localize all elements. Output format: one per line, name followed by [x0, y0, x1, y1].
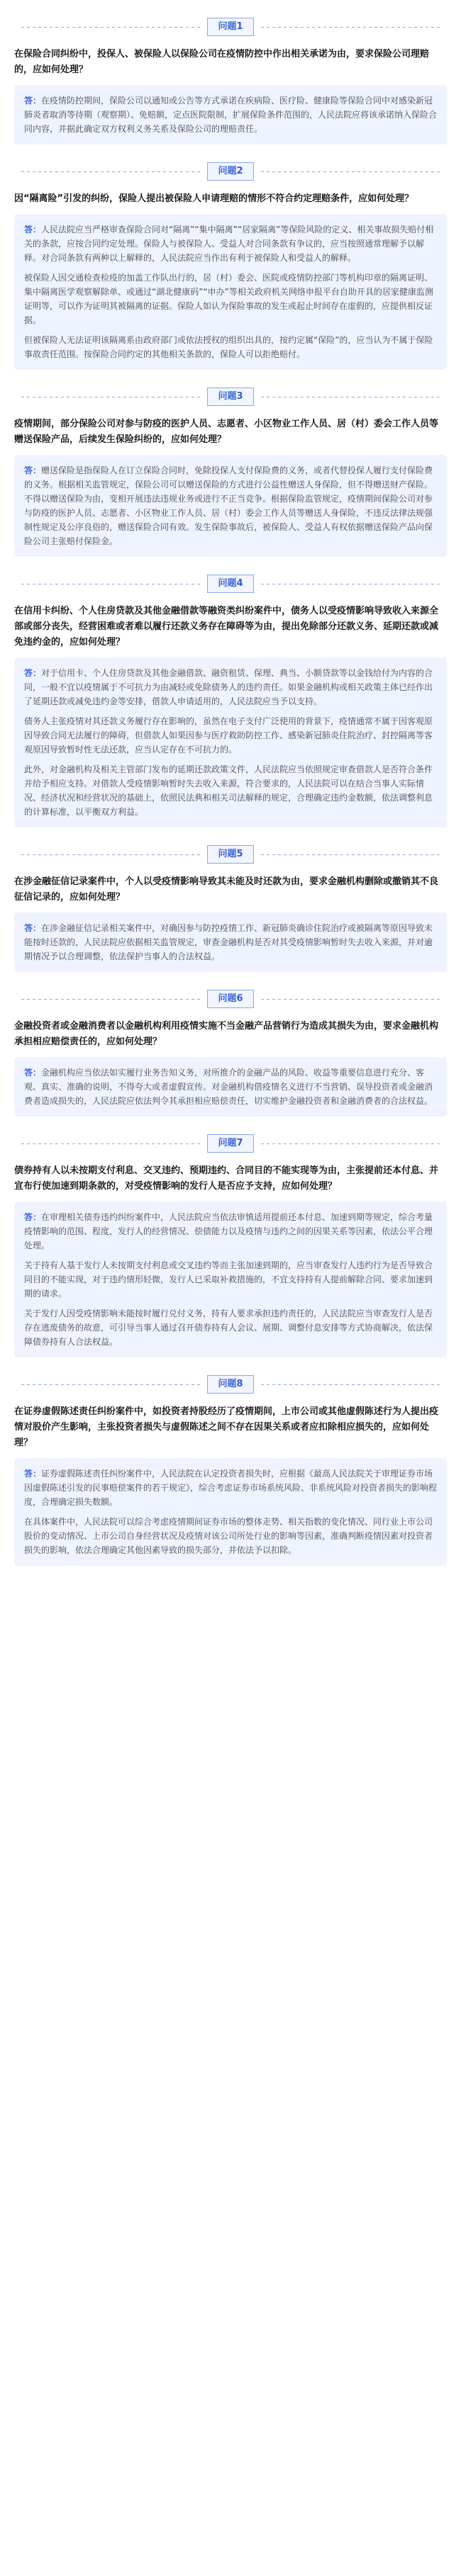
divider-line — [261, 999, 440, 1000]
answer-paragraph — [24, 666, 437, 708]
question-section-2 — [0, 157, 461, 370]
divider-line — [261, 1384, 440, 1385]
answer-text: 金融机构应当依法如实履行业务告知义务，对所推介的金融产品的风险、收益等重要信息进行充分、客观、真实、准确的说明，不得夸大或者虚假宣传。对金融机构借疫情名义进行不当营销、误导投资者或金融消费者造成损失的，人民法院应依法判令其承担相应赔偿责任，切实维护金融投资者和金融消费者的合法权益。 — [24, 1068, 433, 1106]
answer-paragraph: 关于发行人因受疫情影响未能按时履行兑付义务，持有人要求承担违约责任的，人民法院应当审查发行人是否存在逃废债务的故意，可引导当事人通过召开债券持有人会议、展期、调整付息安排等方式协商解决，依法保障债券持有人合法权益。 — [24, 1309, 433, 1347]
answer-label: 答： — [24, 1212, 42, 1222]
answer-text: 在审理相关债券违约纠纷案件中，人民法院应当依法审慎适用提前还本付息、加速到期等规定，综合考量疫情影响的范围、程度，发行人的经营情况、偿债能力以及疫情与违约之间的因果关系等因素，依法公平合理处理。 — [24, 1212, 433, 1250]
answer-card — [14, 214, 447, 370]
question-label: 问题4 — [207, 575, 253, 593]
question-section-6 — [0, 985, 461, 1117]
question-header — [14, 383, 447, 411]
question-label: 问题5 — [207, 845, 253, 864]
answer-text: 在涉金融征信记录相关案件中，对确因参与防控疫情工作、新冠肺炎确诊住院治疗或被隔离等原因导致未能按时还款的，人民法院应依据相关监管规定，审查金融机构是否对其受疫情影响暂时失去收入来源，并对逾期情况予以合理调整，依法保护当事人的合法权益。 — [24, 923, 433, 961]
question-header — [14, 985, 447, 1013]
answer-label: 答： — [24, 1469, 42, 1479]
question-label: 问题6 — [207, 990, 253, 1008]
answer-paragraph — [24, 1210, 437, 1253]
answer-paragraph: 关于持有人基于发行人未按期支付利息或交叉违约等而主张加速到期的，应当审查发行人违约行为是否导致合同目的不能实现，对于违约情形轻微，发行人已采取补救措施的，不宜支持持有人提前解除合同、要求加速到期的请求。 — [24, 1260, 433, 1299]
question-header — [14, 157, 447, 186]
question-title: 因“隔离险”引发的纠纷，保险人提出被保险人申请理赔的情形不符合约定理赔条件，应如何处理？ — [14, 193, 414, 204]
question-header — [14, 840, 447, 869]
answer-card — [14, 657, 447, 827]
question-title: 金融投资者或金融消费者以金融机构利用疫情实施不当金融产品营销行为造成其损失为由，要求金融机构承担相应赔偿责任的，应如何处理？ — [14, 1021, 439, 1047]
answer-card — [14, 1057, 447, 1117]
section-spacer — [0, 827, 461, 840]
top-spacer — [0, 0, 461, 13]
answer-paragraph — [24, 921, 437, 964]
answer-paragraph — [24, 463, 437, 548]
question-header — [14, 1129, 447, 1158]
answer-text: 赠送保险是指保险人在订立保险合同时，免除投保人支付保险费的义务，或者代替投保人履行支付保险费的义务。根据相关监管规定，保险公司可以赠送保险的方式进行公益性赠送人身保险，但不得赠送财产保险。不得以赠送保险为由，变相开展违法违规业务或进行不正当竞争。根据保险监管规定，疫情期间保险公司对参与防疫的医护人员、志愿者、小区物业工作人员、居（村）委会工作人员等赠送人身保险，不违反法律法规强制性规定及公序良俗的，赠送保险合同有效。发生保险事故后，被保险人、受益人有权依据赠送保险产品向保险公司主张赔付保险金。 — [24, 465, 433, 546]
section-spacer — [0, 370, 461, 383]
answer-label: 答： — [24, 465, 42, 475]
question-title: 债券持有人以未按期支付利息、交叉违约、预期违约、合同目的不能实现等为由，主张提前还本付息、并宣布行使加速到期条款的，对受疫情影响的发行人是否应予支持，应如何处理？ — [14, 1165, 439, 1192]
answer-card — [14, 455, 447, 557]
section-spacer — [0, 972, 461, 985]
answer-card — [14, 1458, 447, 1566]
question-header — [14, 1370, 447, 1399]
section-spacer — [0, 145, 461, 157]
section-spacer — [0, 557, 461, 570]
answer-paragraph: 此外，对金融机构及相关主管部门发布的延期还款政策文件，人民法院应当依照规定审查借款人是否符合条件并给予相应支持。对借款人受疫情影响暂时失去收入来源，符合要求的，人民法院可以在结合当事人实际情况、经济状况和经营状况的基础上，依照民法典和相关司法解释的规定，合理确定违约金数额，依法调整利息的计算标准，以平衡双方利益。 — [24, 764, 433, 817]
question-title: 在涉金融征信记录案件中，个人以受疫情影响导致其未能及时还款为由，要求金融机构删除或撤销其不良征信记录的，应如何处理？ — [14, 876, 439, 903]
answer-label: 答： — [24, 923, 42, 933]
question-section-8 — [0, 1370, 461, 1566]
question-section-5 — [0, 840, 461, 972]
answer-paragraph — [24, 222, 437, 265]
divider-line — [21, 27, 200, 28]
answer-paragraph — [24, 1066, 437, 1108]
answer-card — [14, 913, 447, 972]
divider-line — [261, 1143, 440, 1144]
question-label: 问题3 — [207, 388, 253, 406]
answer-text: 证券虚假陈述责任纠纷案件中，人民法院在认定投资者损失时，应根据《最高人民法院关于审理证券市场因虚假陈述引发的民事赔偿案件的若干规定》，综合考虑证券市场系统风险、非系统风险对投资者损失的影响程度，合理确定损失数额。 — [24, 1469, 438, 1507]
answer-paragraph: 但被保险人无法证明该隔离系由政府部门或依法授权的组织出具的，按约定属“保险”的，应当认为不属于保险事故责任范围。按保险合同约定的其他相关条款的，保险人可以拒绝赔付。 — [24, 335, 433, 359]
divider-line — [261, 27, 440, 28]
question-title: 在保险合同纠纷中，投保人、被保险人以保险公司在疫情防控中作出相关承诺为由，要求保险公司理赔的，应如何处理？ — [14, 49, 430, 75]
answer-label: 答： — [24, 96, 42, 106]
section-spacer — [0, 1357, 461, 1370]
divider-line — [261, 854, 440, 855]
answer-label: 答： — [24, 225, 42, 235]
answer-paragraph: 被保险人因交通检查检疫的加盖工作队出行的，居（村）委会、医院或疫情防控部门等机构印章的隔离证明、集中隔离医学观察解除单、或通过“湖北健康码”“申办”等相关政府机关网络申报平台自助开具的居家健康监测证明等，可以作为证明其被隔离的证据。保险人如认为保险事故的发生或起止时间存在虚假的，应提供相反证据。 — [24, 273, 433, 325]
question-label: 问题1 — [207, 18, 253, 36]
answer-paragraph: 在具体案件中，人民法院可以综合考虑疫情期间证券市场的整体走势、相关指数的变化情况、同行业上市公司股价的变动情况、上市公司自身经营状况及疫情对该公司所处行业的影响等因素，准确判断疫情因素对投资者损失的影响，依法合理确定其他因素导致的损失部分，并依法予以扣除。 — [24, 1517, 433, 1555]
answer-text: 人民法院应当严格审查保险合同对“隔离”“集中隔离”“居家隔离”等保险风险的定义、相关事故损失赔付相关的条款，应按合同约定处理。保险人与被保险人、受益人对合同条款有争议的，应当按照通常理解予以解释。对合同条款有两种以上解释的，人民法院应当作出有利于被保险人和受益人的解释。 — [24, 225, 434, 263]
answer-paragraph — [24, 1467, 437, 1509]
answer-paragraph: 债务人主张疫情对其还款义务履行存在影响的，虽然在电子支付广泛使用的背景下，疫情通常不属于因客观原因导致合同无法履行的障碍，但借款人如果因参与医疗救助防控工作、感染新冠肺炎住院治疗、封控隔离等客观原因导致暂时性无法还款，应当认定存在不可抗力的。 — [24, 716, 433, 755]
question-title: 在信用卡纠纷、个人住房贷款及其他金融借款等融资类纠纷案件中，债务人以受疫情影响导致收入来源全部或部分丧失，经营困难或者难以履行还款义务存在障碍等为由，提出免除部分还款义务、延期还款或减免违约金的，应如何处理？ — [14, 606, 439, 648]
question-label: 问题2 — [207, 162, 253, 181]
answer-text: 在疫情防控期间，保险公司以通知或公告等方式承诺在疾病险、医疗险、健康险等保险合同中对感染新冠肺炎者取消等待期（观察期）、免赔额，定点医院限制，扩展保险条件范围的，人民法院应将该承诺纳入保险合同内容，并据此确定双方权利义务关系及保险公司的理赔责任。 — [24, 96, 438, 134]
divider-line — [261, 171, 440, 172]
answer-text: 对于信用卡、个人住房贷款及其他金融借款、融资租赁、保理、典当、小额贷款等以金钱给付为内容的合同，一般不宜以疫情属于不可抗力为由减轻或免除债务人的违约责任。如果金融机构或相关政策主体已经作出了延期还款或减免违约金等安排，借款人申请适用的，人民法院应当予以支持。 — [24, 668, 433, 706]
question-header — [14, 13, 447, 41]
question-header — [14, 570, 447, 598]
question-section-1 — [0, 13, 461, 145]
divider-line — [21, 999, 200, 1000]
question-title: 疫情期间，部分保险公司对参与防疫的医护人员、志愿者、小区物业工作人员、居（村）委会工作人员等赠送保险产品，后续发生保险纠纷的，应如何处理？ — [14, 419, 439, 445]
divider-line — [21, 1143, 200, 1144]
divider-line — [21, 854, 200, 855]
question-section-3 — [0, 383, 461, 557]
answer-label: 答： — [24, 668, 42, 678]
divider-line — [21, 171, 200, 172]
question-label: 问题7 — [207, 1134, 253, 1153]
answer-card — [14, 1202, 447, 1357]
question-title: 在证券虚假陈述责任纠纷案件中，如投资者持股经历了疫情期间，上市公司或其他虚假陈述行为人提出疫情对股价产生影响，主张投资者损失与虚假陈述之间不存在因果关系或者应扣除相应损失的，应如何处理？ — [14, 1406, 439, 1448]
divider-line — [21, 1384, 200, 1385]
answer-card — [14, 85, 447, 145]
question-label: 问题8 — [207, 1375, 253, 1394]
question-section-4 — [0, 570, 461, 827]
section-spacer — [0, 1117, 461, 1129]
answer-label: 答： — [24, 1068, 42, 1078]
question-section-7 — [0, 1129, 461, 1357]
answer-paragraph — [24, 94, 437, 136]
